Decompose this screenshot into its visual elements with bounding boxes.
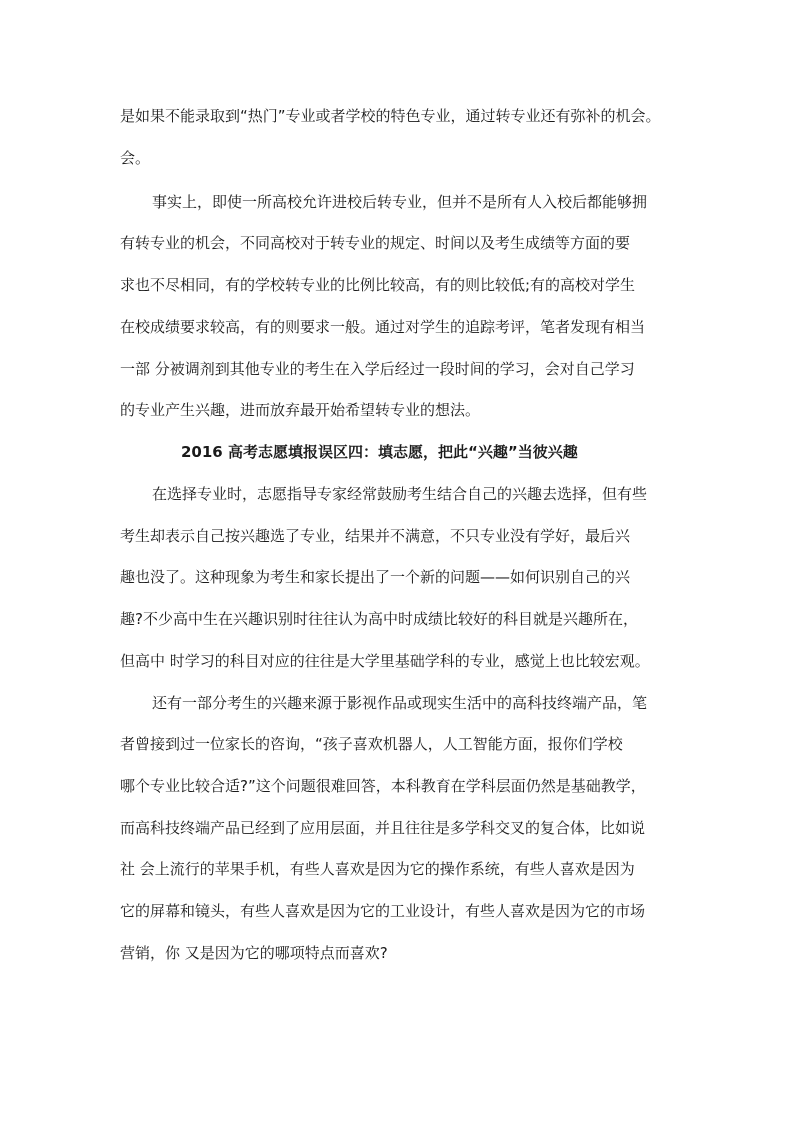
- line-text: 它的屏幕和镜头，有些人喜欢是因为它的工业设计，有些人喜欢是因为它的市场: [120, 902, 646, 920]
- line-text: 会。: [120, 149, 151, 167]
- line-text: 考生却表示自己按兴趣选了专业，结果并不满意，不只专业没有学好，最后兴: [120, 527, 631, 545]
- line-text: 是如果不能录取到“热门”专业或者学校的特色专业，通过转专业还有弥补的机会。: [120, 107, 661, 125]
- line-text: 在校成绩要求较高，有的则要求一般。通过对学生的追踪考评，笔者发现有相当: [120, 318, 646, 336]
- line-text: 求也不尽相同，有的学校转专业的比例比较高，有的则比较低;有的高校对学生: [120, 276, 636, 294]
- line-text: 在选择专业时，志愿指导专家经常鼓励考生结合自己的兴趣去选择，但有些: [152, 485, 648, 503]
- line-text: 事实上，即使一所高校允许进校后转专业，但并不是所有人入校后都能够拥: [152, 193, 648, 211]
- line-text: 趣也没了。这种现象为考生和家长提出了一个新的问题——如何识别自己的兴: [120, 568, 631, 586]
- line-text: 而高科技终端产品已经到了应用层面，并且往往是多学科交叉的复合体，比如说: [120, 819, 646, 837]
- line-text: 有转专业的机会，不同高校对于转专业的规定、时间以及考生成绩等方面的要: [120, 234, 631, 252]
- line-text: 哪个专业比较合适?”这个问题很难回答，本科教育在学科层面仍然是基础教学，: [120, 777, 646, 795]
- line-text: 一部 分被调剂到其他专业的考生在入学后经过一段时间的学习，会对自己学习: [120, 360, 635, 378]
- line-text: 者曾接到过一位家长的咨询，“孩子喜欢机器人，人工智能方面，报你们学校: [120, 735, 623, 753]
- line-text: 趣?不少高中生在兴趣识别时往往认为高中时成绩比较好的科目就是兴趣所在，: [120, 610, 638, 628]
- line-text: 还有一部分考生的兴趣来源于影视作品或现实生活中的高科技终端产品，笔: [152, 694, 648, 712]
- line-text: 但高中 时学习的科目对应的往往是大学里基础学科的专业，感觉上也比较宏观。: [120, 652, 650, 670]
- line-text: 营销，你 又是因为它的哪项特点而喜欢?: [120, 944, 388, 962]
- line-text: 社 会上流行的苹果手机，有些人喜欢是因为它的操作系统，有些人喜欢是因为: [120, 860, 635, 878]
- heading-text: 2016 高考志愿填报误区四：填志愿，把此“兴趣”当彼兴趣: [181, 443, 578, 461]
- line-text: 的专业产生兴趣，进而放弃最开始希望转专业的想法。: [120, 401, 481, 419]
